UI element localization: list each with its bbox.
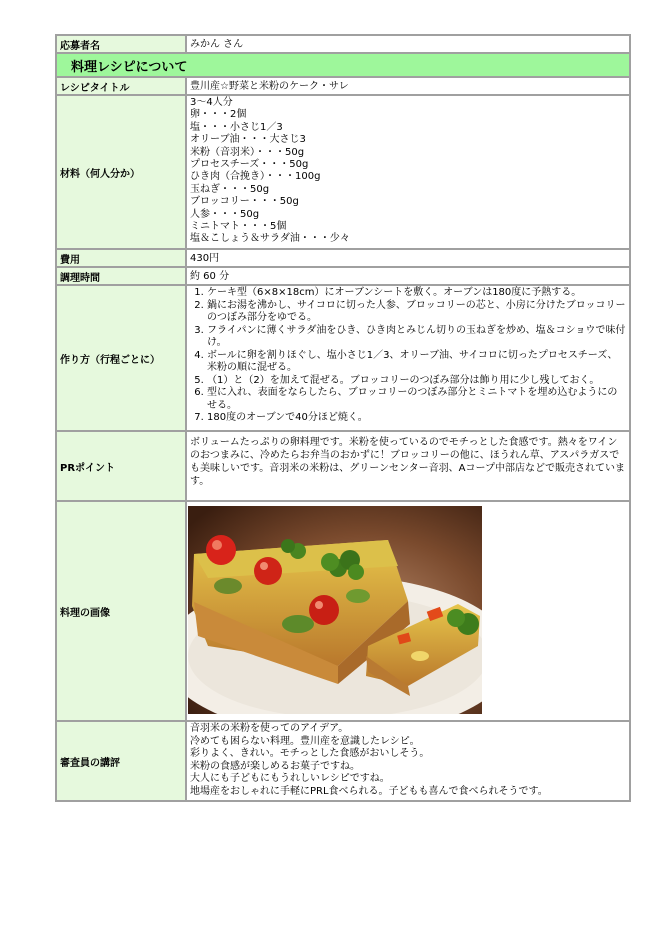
pr-row	[57, 432, 629, 502]
ingredient-line: 人参・・・50g	[190, 208, 260, 220]
review-line: 米粉の食感が楽しめるお菓子ですね。	[190, 760, 360, 772]
ingredient-line: 塩・・・小さじ1／3	[190, 121, 283, 133]
method-row	[57, 286, 629, 432]
review-row	[57, 722, 629, 800]
ingredient-line: プロセスチーズ・・・50g	[190, 159, 309, 171]
ingredient-line: 3～4人分	[190, 97, 233, 108]
review-text	[187, 722, 629, 800]
review-line: 大人にも子どもにもうれしいレシピですね。	[190, 773, 390, 784]
cook-time-row	[57, 268, 629, 286]
method-step: 4. ボールに卵を割りほぐし、塩小さじ1／3、オリーブ油、サイコロに切ったプロセスチーズ、米粉の順に混ぜる。	[207, 350, 626, 375]
section-title: 料理レシピについて	[57, 54, 629, 78]
cost-label: 費用	[57, 250, 187, 266]
ingredients-label: 材料（何人分か）	[57, 96, 187, 248]
method-step: 2. 鍋にお湯を沸かし、サイコロに切った人参、ブロッコリーの芯と、小房に分けたブロッコリーのつぼみ部分をゆでる。	[207, 300, 626, 325]
review-line: 彩りよく、きれい。モチっとした食感がおいしそう。	[190, 748, 430, 759]
ingredient-line: 卵・・・2個	[190, 109, 247, 121]
method-step: 6. 型に入れ、表面をならしたら、ブロッコリーのつぼみ部分とミニトマトを埋め込むようにのせる。	[207, 387, 626, 412]
review-line: 音羽米の米粉を使ってのアイデア。	[190, 723, 349, 734]
method-step: 1. ケーキ型（6×8×18cm）にオーブンシートを敷く。オーブンは180度に予熱する。	[207, 287, 626, 300]
method-label: 作り方（行程ごとに）	[57, 286, 187, 430]
pr-label: PRポイント	[57, 432, 187, 500]
applicant-row	[57, 36, 629, 54]
cook-time-label: 調理時間	[57, 268, 187, 284]
applicant-value: みかん さん	[187, 36, 629, 52]
recipe-title-value: 豊川産☆野菜と米粉のケーク・サレ	[187, 78, 629, 94]
cost-row	[57, 250, 629, 268]
ingredient-line: ミニトマト・・・5個	[190, 221, 287, 233]
review-label: 審査員の講評	[57, 722, 187, 800]
ingredient-line: 米粉（音羽米）・・・50g	[190, 146, 305, 158]
method-step: 7. 180度のオーブンで40分ほど焼く。	[207, 412, 626, 425]
pr-text: ボリュームたっぷりの卵料理です。米粉を使っているのでモチっとした食感です。熱々をワインのおつまみに、冷めたらお弁当のおかずに！ブロッコリーの他に、ほうれん草、アスパラガスでも美味しいです。音羽米の米粉は、グリーンセンター音羽、Aコープ中部店などで販売されています。	[187, 432, 629, 500]
method-step: 5. （1）と（2）を加えて混ぜる。ブロッコリーのつぼみ部分は飾り用に少し残しておく。	[207, 375, 626, 388]
photo-label: 料理の画像	[57, 502, 187, 720]
photo-row	[57, 502, 629, 722]
ingredient-line: オリーブ油・・・大さじ3	[190, 134, 306, 146]
review-line: 冷めても困らない料理。豊川産を意識したレシピ。	[190, 735, 420, 747]
method-step: 3. フライパンに薄くサラダ油をひき、ひき肉とみじん切りの玉ねぎを炒め、塩＆コショウで味付け。	[207, 325, 626, 350]
ingredients-row	[57, 96, 629, 250]
review-line: 地場産をおしゃれに手軽にPRL食べられる。子どもも喜んで食べられそうです。	[190, 785, 548, 797]
recipe-title-label: レシピタイトル	[57, 78, 187, 94]
dish-photo	[188, 506, 482, 714]
recipe-sheet	[55, 34, 631, 802]
ingredient-line: 塩＆こしょう＆サラダ油・・・少々	[190, 233, 350, 245]
ingredient-line: ひき肉（合挽き）・・・100g	[190, 171, 321, 183]
ingredient-line: 玉ねぎ・・・50g	[190, 183, 270, 195]
applicant-label: 応募者名	[57, 36, 187, 52]
cost-value: 430円	[187, 250, 629, 266]
photo-cell	[187, 502, 629, 720]
ingredient-line: ブロッコリー・・・50g	[190, 196, 299, 208]
recipe-title-row	[57, 78, 629, 96]
method-steps	[187, 286, 629, 430]
ingredients-list	[187, 96, 629, 248]
cook-time-value: 約 60 分	[187, 268, 629, 284]
